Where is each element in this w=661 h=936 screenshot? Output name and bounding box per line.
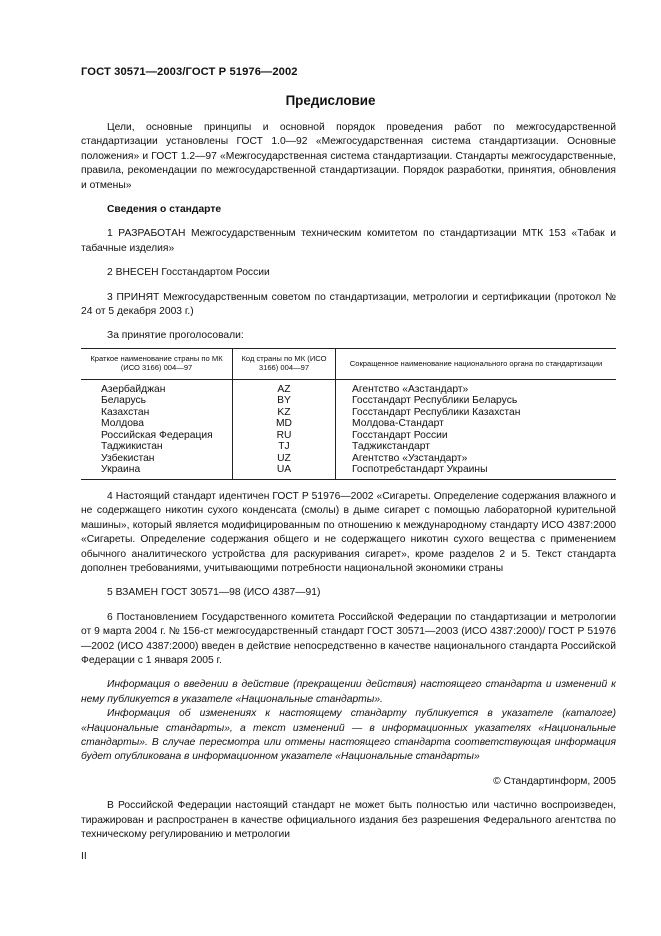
- table-cell-body: Агентство «Узстандарт»: [336, 453, 617, 465]
- page-title: Предисловие: [285, 93, 376, 108]
- table-cell-country: Казахстан: [101, 406, 150, 418]
- table-cell-code: UA: [233, 464, 336, 479]
- item-2: 2 ВНЕСЕН Госстандартом России: [107, 267, 270, 279]
- table-row: [81, 395, 616, 407]
- table-header-code: Код страны по МК (ИСО 3166) 004—97: [233, 348, 336, 379]
- table-header-row: [81, 348, 616, 379]
- vote-intro: За принятие проголосовали:: [107, 330, 244, 342]
- table-cell-body: Агентство «Азстандарт»: [336, 379, 617, 395]
- table-cell-code: TJ: [233, 441, 336, 453]
- table-cell-body: Молдова-Стандарт: [336, 418, 617, 430]
- table-row: [81, 441, 616, 453]
- closing-paragraph: В Российской Федерации настоящий стандарт не может быть полностью или частично воспроизведен, тиражирован и распространен в качестве официального издания без разрешения Федерального агентства по техническому регулированию и метрологии: [81, 800, 616, 840]
- table-cell-code: BY: [233, 395, 336, 407]
- table-row: [81, 464, 616, 479]
- table-cell-country: Узбекистан: [101, 452, 155, 464]
- table-cell-country: Украина: [101, 464, 141, 476]
- item-5: 5 ВЗАМЕН ГОСТ 30571—98 (ИСО 4387—91): [107, 587, 321, 599]
- page-number: II: [81, 851, 87, 862]
- info-paragraph-2: Информация об изменениях к настоящему стандарту публикуется в указателе (каталоге) «Национальные стандарты», а текст изменений — в информационных указателях «Национальные стандарты». В случае пересмотра или отмены настоящего стандарта соответствующая информация будет опубликована в информационном указателе «Национальные стандарты»: [81, 708, 616, 763]
- item-3: 3 ПРИНЯТ Межгосударственным советом по стандартизации, метрологии и сертификации (протокол № 24 от 5 декабря 2003 г.): [81, 291, 616, 318]
- table-cell-code: MD: [233, 418, 336, 430]
- table-cell-code: RU: [233, 430, 336, 442]
- table-cell-body: Госпотребстандарт Украины: [336, 464, 617, 479]
- table-cell-body: Госстандарт Республики Беларусь: [336, 395, 617, 407]
- table-row: [81, 453, 616, 465]
- table-cell-code: KZ: [233, 407, 336, 419]
- item-4: 4 Настоящий стандарт идентичен ГОСТ Р 51976—2002 «Сигареты. Определение содержания влажного и не содержащего никотин сухого конденсата (смолы) в дыме сигарет с помощью лабораторной курительной машины», который является модифицированным по отношению к международному стандарту ИСО 4387:2000 «Сигареты. Определение содержания общего и не содержащего никотин сухого вещества с применением обычного аналитического устройства для раскуривания сигарет», кроме разделов 2 и 5. Текст стандарта дополнен требованиями, учитывающими потребности национальной экономики страны: [81, 490, 616, 574]
- document-body: [81, 121, 616, 842]
- info-paragraph-1: Информация о введении в действие (прекращении действия) настоящего стандарта и изменений к нему публикуется в указателе «Национальные стандарты».: [81, 679, 616, 705]
- item-6: 6 Постановлением Государственного комитета Российской Федерации по стандартизации и метрологии от 9 марта 2004 г. № 156-ст межгосударственный стандарт ГОСТ 30571—2003 (ИСО 4387:2000)/ ГОСТ Р 51976—2002 (ИСО 4387:2000) введен в действие непосредственно в качестве национального стандарта Российской Федерации с 1 января 2005 г.: [81, 611, 616, 666]
- table-cell-body: Госстандарт Республики Казахстан: [336, 407, 617, 419]
- table-cell-country: Молдова: [101, 418, 145, 430]
- table-row: [81, 407, 616, 419]
- table-row: [81, 418, 616, 430]
- table-row: [81, 379, 616, 395]
- section-heading: Сведения о стандарте: [107, 204, 222, 216]
- document-header: ГОСТ 30571—2003/ГОСТ Р 51976—2002: [81, 66, 298, 78]
- voting-table: [81, 348, 616, 480]
- table-cell-country: Азербайджан: [101, 383, 166, 395]
- table-cell-body: Таджикстандарт: [336, 441, 617, 453]
- table-row: [81, 430, 616, 442]
- table-cell-country: Таджикистан: [101, 441, 163, 453]
- item-1: 1 РАЗРАБОТАН Межгосударственным техническим комитетом по стандартизации МТК 153 «Табак и табачные изделия»: [81, 228, 616, 254]
- intro-paragraph: Цели, основные принципы и основной порядок проведения работ по межгосударственной стандартизации установлены ГОСТ 1.0—92 «Межгосударственная система стандартизации. Основные положения» и ГОСТ 1.2—97 «Межгосударственная система стандартизации. Стандарты межгосударственные, правила, рекомендации по межгосударственной стандартизации. Порядок разработки, принятия, обновления и отмены»: [81, 122, 616, 191]
- copyright: © Стандартинформ, 2005: [493, 775, 616, 787]
- table-header-country: Краткое наименование страны по МК (ИСО 3166) 004—97: [81, 348, 233, 379]
- table-cell-country: Российская Федерация: [101, 429, 213, 441]
- table-cell-body: Госстандарт России: [336, 430, 617, 442]
- table-cell-code: UZ: [233, 453, 336, 465]
- table-header-body: Сокращенное наименование национального органа по стандартизации: [336, 348, 617, 379]
- table-cell-code: AZ: [233, 379, 336, 395]
- table-cell-country: Беларусь: [101, 395, 147, 407]
